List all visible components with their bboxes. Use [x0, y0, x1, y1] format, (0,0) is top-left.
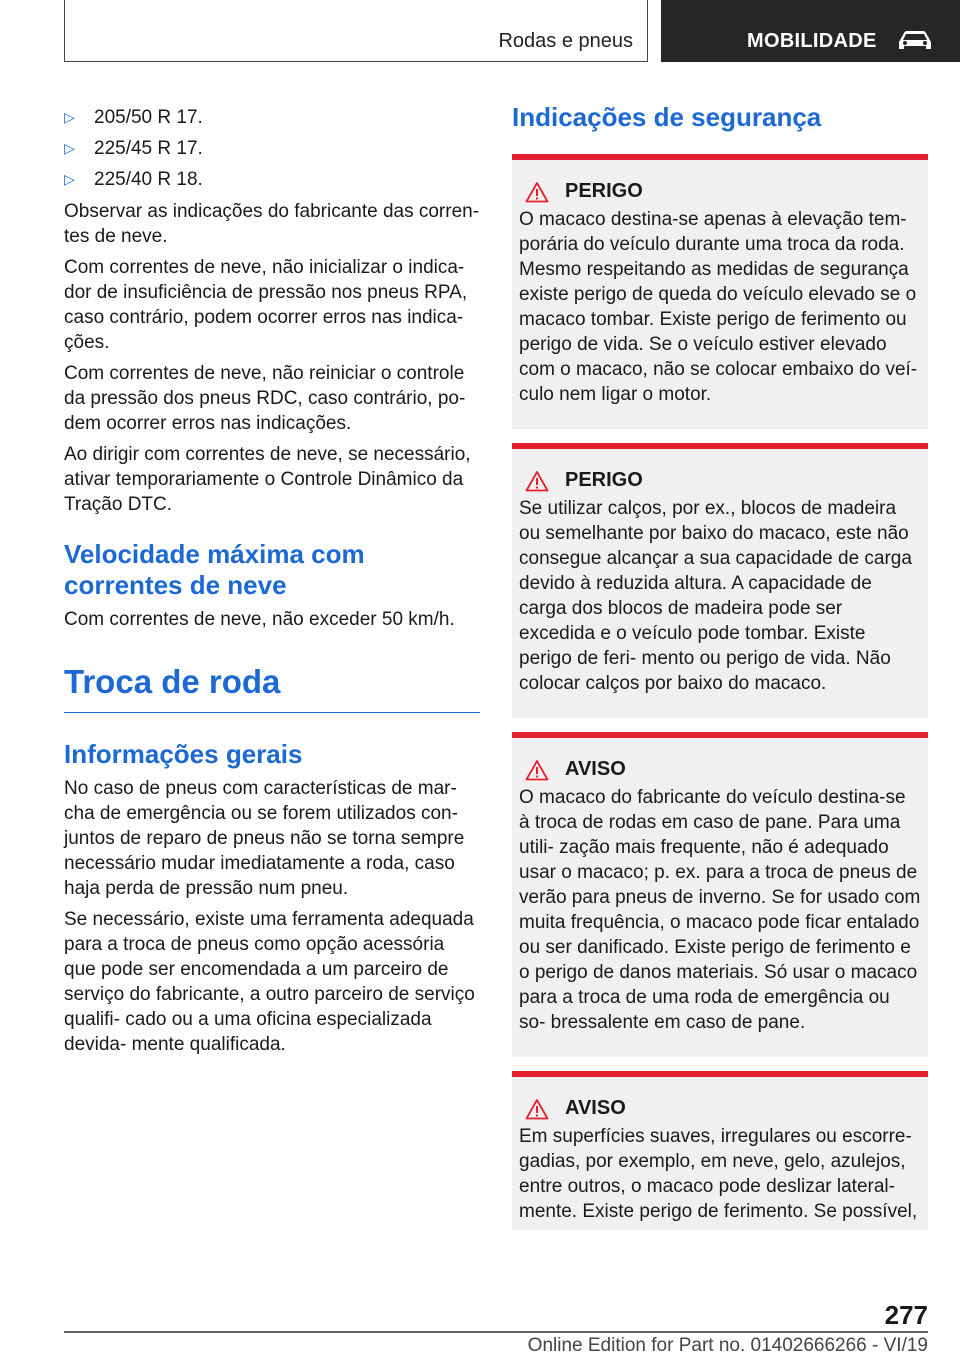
chapter-title: MOBILIDADE [747, 30, 877, 52]
warning-triangle-icon [525, 470, 549, 492]
warning-box [512, 154, 928, 429]
car-icon [895, 28, 935, 52]
warning-text: O macaco do fabricante do veículo destina-se à troca de rodas em caso de pane. Para uma utili‐ zação mais frequente, não é adequado usar o macaco; p. ex. para a troca de pneus de verão para pneus de inverno. Se for usado com muita frequência, o macaco pode ficar entalado ou ser danificado. Existe perigo de ferimento e o perigo de danos materiais. Só usar o macaco para a troca de uma roda de emergência ou so‐ bressalente em caso de pane. [519, 787, 921, 1033]
paragraph: Se necessário, existe uma ferramenta adequada para a troca de pneus como opção acessória que pode ser encomendada a um parceiro de serviço do fabricante, a outro parceiro de serviço qualifi‐ cado ou a uma oficina especializada devida‐ mente qualificada. [64, 909, 475, 1055]
general-info-heading: Informações gerais [64, 739, 303, 769]
chapter-heading: Troca de roda [64, 662, 480, 713]
warning-triangle-icon [525, 1098, 549, 1120]
footer-divider [64, 1331, 928, 1333]
safety-heading: Indicações de segurança [512, 102, 822, 132]
paragraph: Com correntes de neve, não exceder 50 km/h. [64, 609, 455, 630]
triangle-bullet-icon: ▷ [64, 140, 75, 156]
warning-text: O macaco destina-se apenas à elevação tem‐ porária do veículo durante uma troca da roda. Mesmo respeitando as medidas de segurança existe perigo de queda do veículo elevado se o macaco tombar. Existe perigo de ferimento ou perigo de vida. Se o veículo estiver elevado com o macaco, não se colocar embaixo do veí‐ culo nem ligar o motor. [519, 209, 918, 405]
warning-header [519, 180, 921, 203]
edition-note: Online Edition for Part no. 01402666266 - VI/19 [527, 1335, 928, 1356]
warning-text: Em superfícies suaves, irregulares ou escorre‐ gadias, por exemplo, em neve, gelo, azulejos, entre outros, o macaco pode deslizar lateral‐ mente. Existe perigo de ferimento. Se possível, [519, 1126, 918, 1222]
warning-text: Se utilizar calços, por ex., blocos de madeira ou semelhante por baixo do macaco, este não consegue alcançar a sua capacidade de carga devido à reduzida altura. A capacidade de carga dos blocos de madeira pode ser excedida e o veículo pode tombar. Existe perigo de feri‐ mento ou perigo de vida. Não colocar calços por baixo do macaco. [519, 498, 912, 694]
warning-header [519, 758, 921, 781]
list-item [64, 164, 480, 195]
warning-header [519, 469, 921, 492]
warning-label: AVISO [565, 758, 626, 780]
warning-label: PERIGO [565, 469, 643, 491]
caution-box [512, 732, 928, 1057]
warning-triangle-icon [525, 759, 549, 781]
caution-box [512, 1071, 928, 1230]
paragraph: Ao dirigir com correntes de neve, se necessário, ativar temporariamente o Controle Dinâmico da Tração DTC. [64, 444, 471, 515]
list-item-text: 205/50 R 17. [94, 107, 203, 128]
list-item [64, 133, 480, 164]
warning-label: AVISO [565, 1097, 626, 1119]
page-number: 277 [884, 1300, 928, 1330]
paragraph: Com correntes de neve, não reiniciar o controle da pressão dos pneus RDC, caso contrário, po‐ dem ocorrer erros nas indicações. [64, 363, 466, 434]
paragraph: Com correntes de neve, não inicializar o indica‐ dor de insuficiência de pressão nos pneus RPA, caso contrário, podem ocorrer erros nas indica‐ ções. [64, 257, 468, 353]
warning-header [519, 1097, 921, 1120]
right-column [512, 100, 928, 1244]
paragraph: Observar as indicações do fabricante das corren‐ tes de neve. [64, 201, 480, 247]
header-chapter-box [661, 0, 960, 62]
list-item-text: 225/45 R 17. [94, 138, 203, 159]
section-title: Rodas e pneus [498, 30, 633, 52]
warning-label: PERIGO [565, 180, 643, 202]
left-column [64, 102, 480, 1063]
paragraph: No caso de pneus com características de mar‐ cha de emergência ou se forem utilizados con‐ juntos de reparo de pneus não se torna sempre necessário mudar imediatamente a roda, caso haja perda de pressão num pneu. [64, 778, 465, 899]
list-item-text: 225/40 R 18. [94, 169, 203, 190]
list-item [64, 102, 480, 133]
header-section-box [64, 0, 648, 62]
warning-box [512, 443, 928, 718]
warning-triangle-icon [525, 181, 549, 203]
triangle-bullet-icon: ▷ [64, 171, 75, 187]
triangle-bullet-icon: ▷ [64, 109, 75, 125]
speed-heading: Velocidade máxima com correntes de neve [64, 539, 365, 600]
